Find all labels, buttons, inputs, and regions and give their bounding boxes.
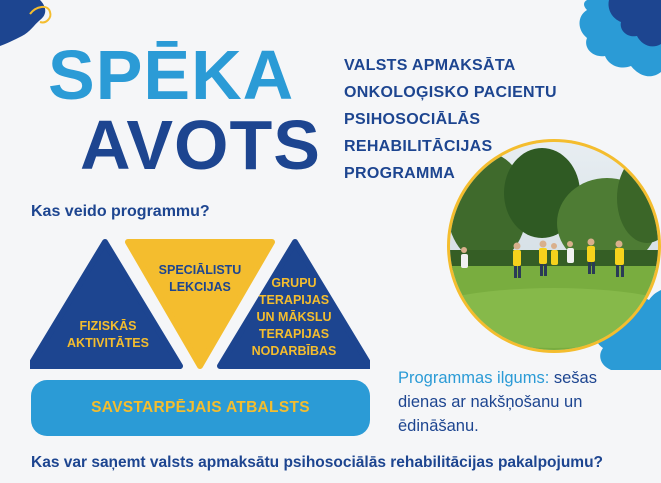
brand-title-line1: SPĒKA xyxy=(48,36,295,114)
component-physical-activities: FIZISKĀS AKTIVITĀTES xyxy=(67,319,149,350)
brand-title-line2: AVOTS xyxy=(80,106,321,184)
subtitle-line: PSIHOSOCIĀLĀS xyxy=(344,111,481,128)
subtitle-line: VALSTS APMAKSĀTA xyxy=(344,57,516,74)
eligibility-question: Kas var saņemt valsts apmaksātu psihosociālās rehabilitācijas pakalpojumu? xyxy=(31,454,604,471)
duration-label: Programmas ilgums: xyxy=(398,369,550,387)
photo-park-group-exercise xyxy=(447,138,661,353)
program-duration xyxy=(398,366,628,438)
subtitle-line: REHABILITĀCIJAS xyxy=(344,138,493,155)
subtitle-line: ONKOLOĢISKO PACIENTU xyxy=(344,84,557,101)
mutual-support-label: SAVSTARPĒJAIS ATBALSTS xyxy=(91,399,310,416)
component-mutual-support xyxy=(31,380,370,436)
component-group-therapies: GRUPU TERAPIJAS UN MĀKSLU TERAPIJAS NODARBĪBAS xyxy=(251,276,337,358)
section-question: Kas veido programmu? xyxy=(31,203,210,220)
subtitle-line: PROGRAMMA xyxy=(344,165,456,182)
component-specialist-lectures: SPECIĀLISTU LEKCIJAS xyxy=(158,263,242,294)
duration-text: sešas dienas ar nakšņošanu un ēdināšanu. xyxy=(398,369,597,435)
